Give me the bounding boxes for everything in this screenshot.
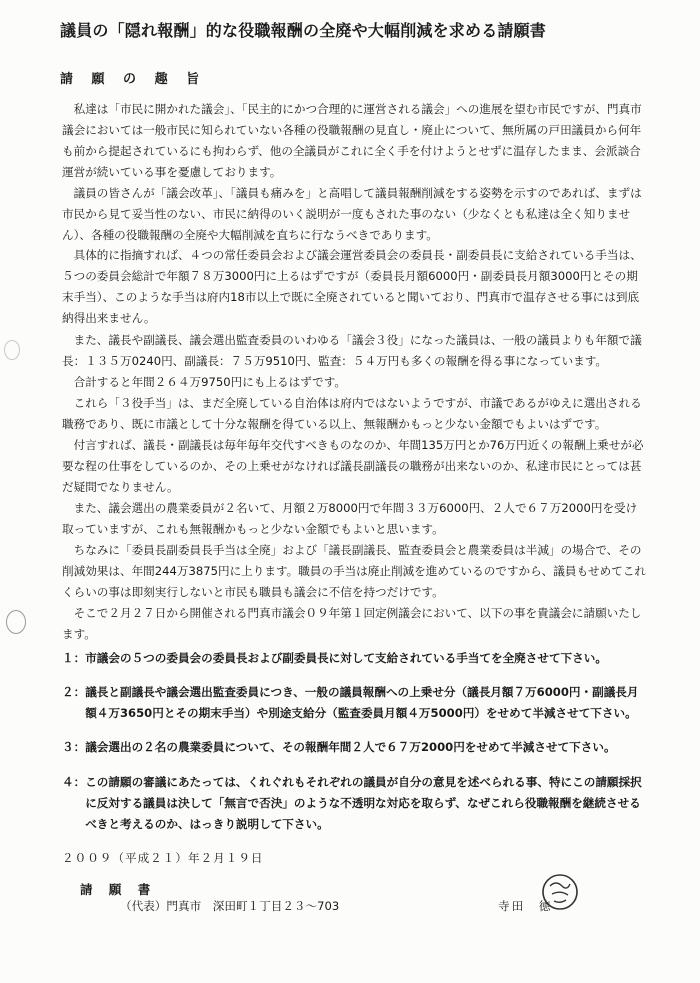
punch-hole-icon <box>6 610 26 634</box>
request-item <box>62 648 642 669</box>
personal-seal-icon <box>540 872 580 912</box>
punch-hole-icon <box>4 340 20 360</box>
paragraph-total: 合計すると年間２６４万9750円にも上るはずです。 <box>73 375 346 389</box>
paragraph-three-roles: また、議長や副議長、議会選出監査委員のいわゆる「議会３役」になった議員は、一般の議員よりも年額で議長：１３５万0240円、副議長：７５万9510円、監査：５４万円も多くの報酬を得る事になっています。 <box>62 333 642 368</box>
request-item <box>62 772 642 835</box>
request-item <box>62 682 642 724</box>
request-text: 議長と副議長や議会選出監査委員につき、一般の議員報酬への上乗せ分（議長月額７万6000円・副議長月額４万3650円とその期末手当）や別途支給分（監査委員月額４万5000円）をせめて半減させて下さい。 <box>85 685 639 720</box>
paragraph-three-role-allowance: これら「３役手当」は、まだ全廃している自治体は府内ではないようですが、市議であるがゆえに選出される職務であり、既に市議として十分な報酬を得ている以上、無報酬かもっと少ない金額でもよいはずです。 <box>62 396 642 431</box>
document-date: ２００９（平成２１）年２月１９日 <box>62 851 264 865</box>
petition-label: 請 願 書 <box>80 882 157 897</box>
paragraph-reform: 議員の皆さんが「議会改革」、「議員も痛みを」と高唱して議員報酬削減をする姿勢を示すのであれば、まずは市民から見て妥当性のない、市民に納得のいく説明が一度もされた事のない（少なくとも私達は全く知りません）、各種の役職報酬の全廃や大幅削減を直ちに行なうべきであります。 <box>62 186 642 242</box>
request-number: ４： <box>62 775 86 789</box>
paragraph-agriculture: また、議会選出の農業委員が２名いて、月額２万8000円で年間３３万6000円、２人で６７万2000円を受け取っていますが、これも無報酬かもっと少ない金額でもよいと思います。 <box>62 501 638 536</box>
paragraph-intro: 私達は「市民に開かれた議会」、「民主的にかつ合理的に運営される議会」への進展を望む市民ですが、門真市議会においては一般市民に知られていない各種の役職報酬の見直し・廃止について、無所属の戸田議員から何年も前から提起されているにも拘わらず、他の全議員がこれに全く手を付けようとせずに温存したまま、会派談合運営が続いている事を憂慮しております。 <box>62 102 642 179</box>
paragraph-committee-allowance: 具体的に指摘すれば、４つの常任委員会および議会運営委員会の委員長・副委員長に支給されている手当は、５つの委員会総計で年額７８万3000円に上るはずですが（委員長月額6000円・副委員長月額3000円とその期末手当）、このような手当は府内18市以上で既に全廃されていると聞いており、門真市で温存させる事には到底納得出来ません。 <box>62 248 642 325</box>
request-number: ３： <box>62 740 86 754</box>
request-item <box>62 737 642 758</box>
section-heading: 請 願 の 趣 旨 <box>60 72 207 87</box>
paragraph-addendum: 付言すれば、議長・副議長は毎年毎年交代すべきものなのか、年間135万円とか76万円近くの報酬上乗せが必要な程の仕事をしているのか、その上乗せがなければ議長副議長の職務が出来ないのか、私達市民にとっては甚だ疑問でなりません。 <box>62 438 644 494</box>
request-number: ２： <box>62 685 86 699</box>
paragraph-reduction-effect: ちなみに「委員長副委員長手当は全廃」および「議長副議長、監査委員会と農業委員は半減」の場合で、その削減効果は、年間244万3875円に上ります。職員の手当は廃止削減を進めているのですから、議員もせめてこれくらいの事は即刻実行しないと市民も職員も議会に不信を持つだけです。 <box>62 543 647 599</box>
request-text: 議会選出の２名の農業委員について、その報酬年間２人で６７万2000円をせめて半減させて下さい。 <box>85 740 616 754</box>
petitioner-address: （代表）門真市 深田町１丁目２３～703 <box>120 899 340 913</box>
request-text: 市議会の５つの委員会の委員長および副委員長に対して支給されている手当てを全廃させて下さい。 <box>85 651 607 665</box>
request-text: この請願の審議にあたっては、くれぐれもそれぞれの議員が自分の意見を述べられる事、特にこの請願採択に反対する議員は決して「無言で否決」のような不透明な対応を取らず、なぜこれら役職報酬を継続させるべきと考えるのか、はっきり説明して下さい。 <box>85 775 642 831</box>
document-title: 議員の「隠れ報酬」的な役職報酬の全廃や大幅削減を求める請願書 <box>60 21 547 40</box>
petitioner-name: 寺田 徳 <box>498 899 553 913</box>
paragraph-petition-intro: そこで２月２７日から開催される門真市議会０９年第１回定例議会において、以下の事を貴議会に請願いたします。 <box>62 606 642 641</box>
request-number: １： <box>62 651 86 665</box>
